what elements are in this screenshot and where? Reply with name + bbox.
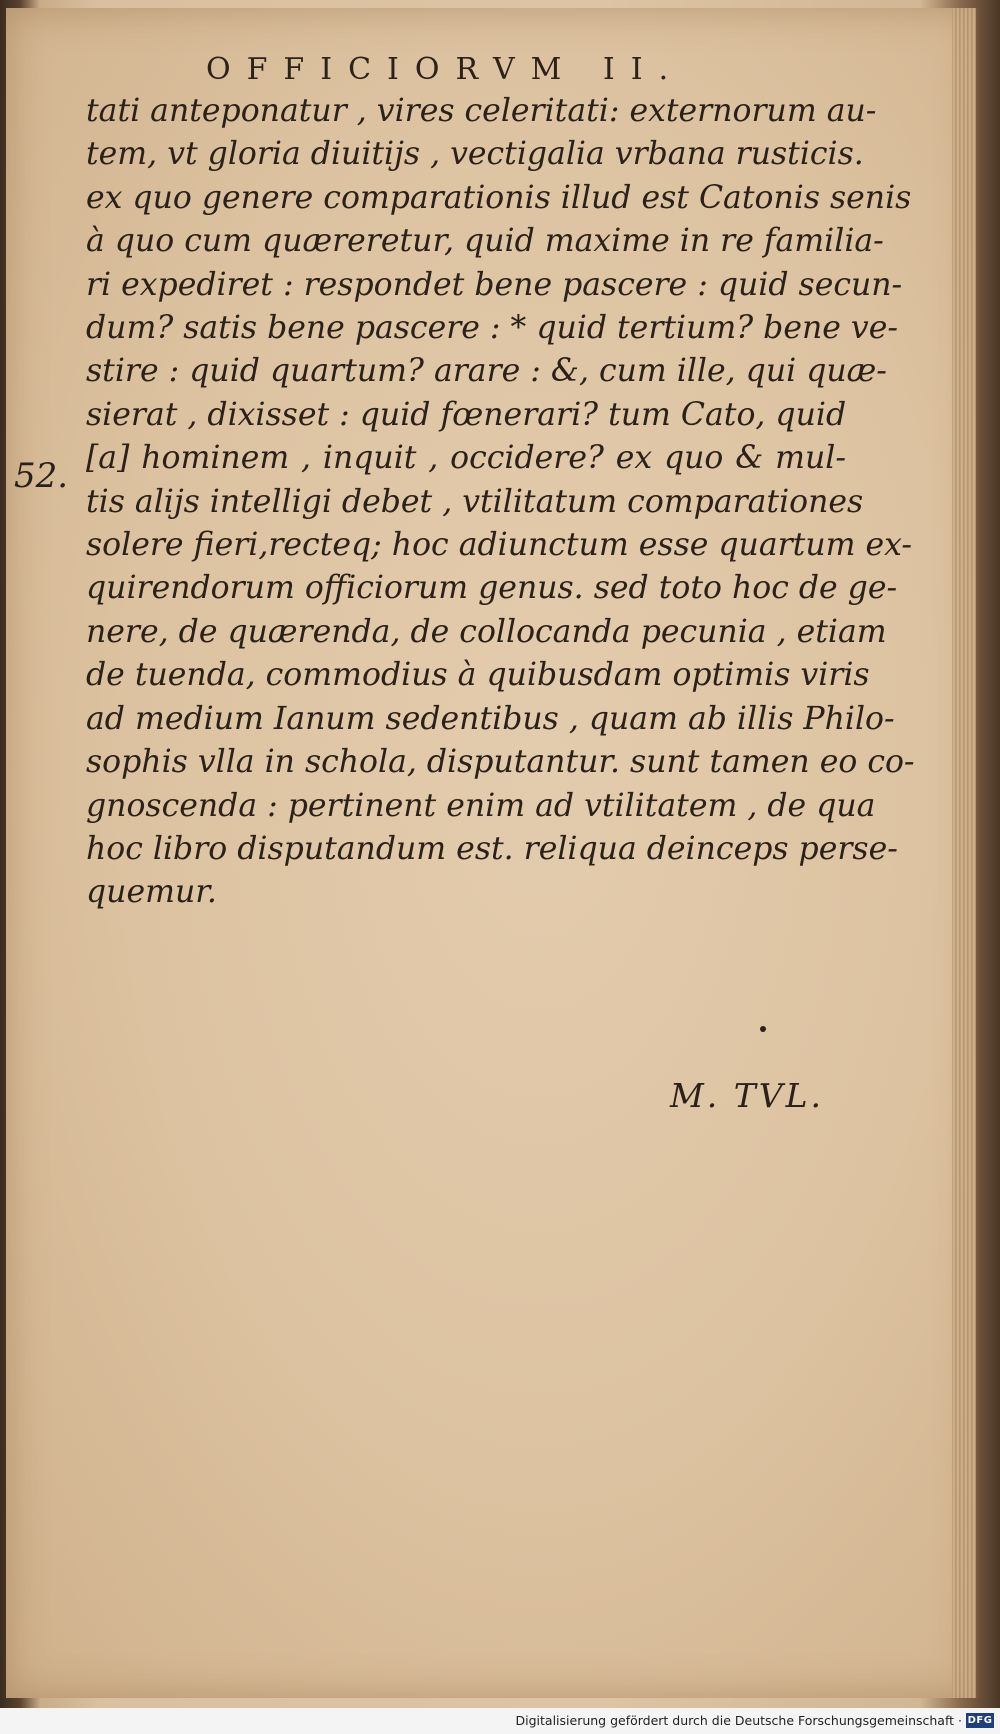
page-edge bbox=[952, 8, 976, 1698]
text-line: sierat , dixisset : quid fœnerari? tum Cato, quid bbox=[86, 396, 847, 433]
text-line: gnoscenda : pertinent enim ad vtilitatem , de qua bbox=[86, 787, 876, 824]
text-line: ad medium Ianum sedentibus , quam ab illis Philo- bbox=[86, 700, 895, 737]
text-line: stire : quid quartum? arare : &, cum ille, qui quæ- bbox=[86, 353, 887, 390]
text-line: [a] hominem , inquit , occidere? ex quo & mul- bbox=[86, 440, 846, 477]
text-line: quirendorum officiorum genus. sed toto hoc de ge- bbox=[86, 570, 898, 607]
text-line: tati anteponatur , vires celeritati: externorum au- bbox=[86, 93, 877, 129]
dfg-logo-icon: DFG bbox=[967, 1715, 993, 1726]
text-line: à quo cum quæreretur, quid maxime in re familia- bbox=[86, 223, 884, 260]
text-line: tem, vt gloria diuitijs , vectigalia vrbana rusticis. bbox=[86, 136, 864, 173]
book-page bbox=[6, 8, 978, 1698]
body-text bbox=[86, 90, 915, 915]
text-line: ex quo genere comparationis illud est Catonis senis bbox=[86, 179, 912, 216]
text-line: de tuenda, commodius à quibusdam optimis viris bbox=[86, 657, 870, 694]
ink-speck bbox=[760, 1026, 766, 1032]
text-line: quemur. bbox=[86, 874, 217, 911]
text-line: dum? satis bene pascere : * quid tertium? bene ve- bbox=[86, 310, 899, 347]
digitization-credit: Digitalisierung gefördert durch die Deutsche Forschungsgemeinschaft · bbox=[515, 1713, 962, 1728]
margin-note: 52. bbox=[14, 456, 69, 496]
text-line: ri expediret : respondet bene pascere : quid secun- bbox=[86, 266, 903, 303]
text-line: nere, de quærenda, de collocanda pecunia , etiam bbox=[86, 613, 887, 650]
catchword: M. TVL. bbox=[670, 1076, 825, 1115]
text-line: tis alijs intelligi debet , vtilitatum comparationes bbox=[86, 483, 864, 520]
running-head: OFFICIORVM II. bbox=[206, 52, 685, 87]
text-line: solere fieri,recteq; hoc adiunctum esse quartum ex- bbox=[86, 527, 912, 564]
text-line: hoc libro disputandum est. reliqua deinceps perse- bbox=[86, 830, 898, 867]
text-line: sophis vlla in schola, disputantur. sunt tamen eo co- bbox=[86, 744, 915, 781]
footer-bar bbox=[0, 1708, 1000, 1734]
